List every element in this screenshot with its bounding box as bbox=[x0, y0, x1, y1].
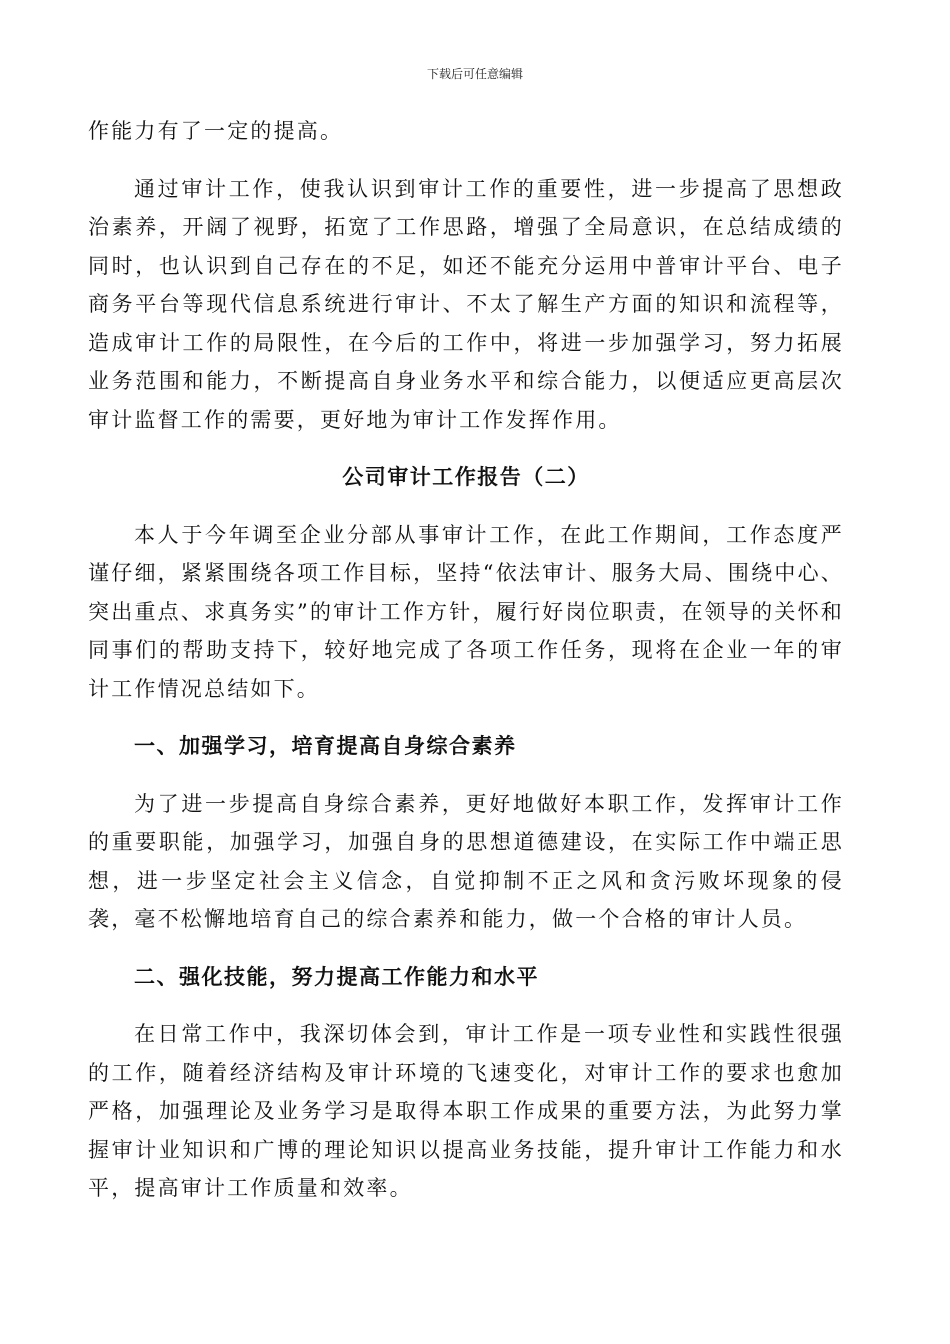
paragraph-study: 为了进一步提高自身综合素养，更好地做好本职工作，发挥审计工作的重要职能，加强学习，加强自身的思想道德建设，在实际工作中端正思想，进一步坚定社会主义信念，自觉抑制不正之风和贪污败坏现象的侵袭，毫不松懈地培育自己的综合素养和能力，做一个合格的审计人员。 bbox=[88, 791, 844, 931]
paragraph-gap bbox=[88, 766, 844, 785]
paragraph-gap bbox=[88, 439, 844, 458]
heading-skills: 二、强化技能，努力提高工作能力和水平 bbox=[134, 963, 539, 989]
paragraph-audit-reflection: 通过审计工作，使我认识到审计工作的重要性，进一步提高了思想政治素养，开阔了视野，拓宽了工作思路，增强了全局意识，在总结成绩的同时，也认识到自己存在的不足，如还不能充分运用中普审计平台、电子商务平台等现代信息系统进行审计、不太了解生产方面的知识和流程等，造成审计工作的局限性，在今后的工作中，将进一步加强学习，努力拓展业务范围和能力，不断提高自身业务水平和综合能力，以便适应更高层次审计监督工作的需要，更好地为审计工作发挥作用。 bbox=[88, 176, 844, 432]
paragraph-gap bbox=[88, 497, 844, 516]
paragraph-gap bbox=[88, 939, 844, 958]
paragraph-gap bbox=[88, 996, 844, 1015]
paragraph-skills: 在日常工作中，我深切体会到，审计工作是一项专业性和实践性很强的工作，随着经济结构及审计环境的飞速变化，对审计工作的要求也愈加严格，加强理论及业务学习是取得本职工作成果的重要方法，为此努力掌握审计业知识和广博的理论知识以提高业务技能，提升审计工作能力和水平，提高审计工作质量和效率。 bbox=[88, 1022, 844, 1200]
paragraph-gap bbox=[88, 151, 844, 170]
document-body bbox=[88, 112, 844, 1208]
heading-study: 一、加强学习，培育提高自身综合素养 bbox=[134, 733, 517, 758]
paragraph-gap bbox=[88, 708, 844, 727]
page-header: 下载后可任意编辑 bbox=[426, 67, 523, 81]
paragraph-intro: 本人于今年调至企业分部从事审计工作，在此工作期间，工作态度严谨仔细，紧紧围绕各项工作目标，坚持“依法审计、服务大局、围绕中心、突出重点、求真务实”的审计工作方针，履行好岗位职责，在领导的关怀和同事们的帮助支持下，较好地完成了各项工作任务，现将在企业一年的审计工作情况总结如下。 bbox=[88, 522, 844, 701]
paragraph-continuation: 作能力有了一定的提高。 bbox=[88, 119, 344, 143]
section-title: 公司审计工作报告（二） bbox=[342, 464, 590, 489]
